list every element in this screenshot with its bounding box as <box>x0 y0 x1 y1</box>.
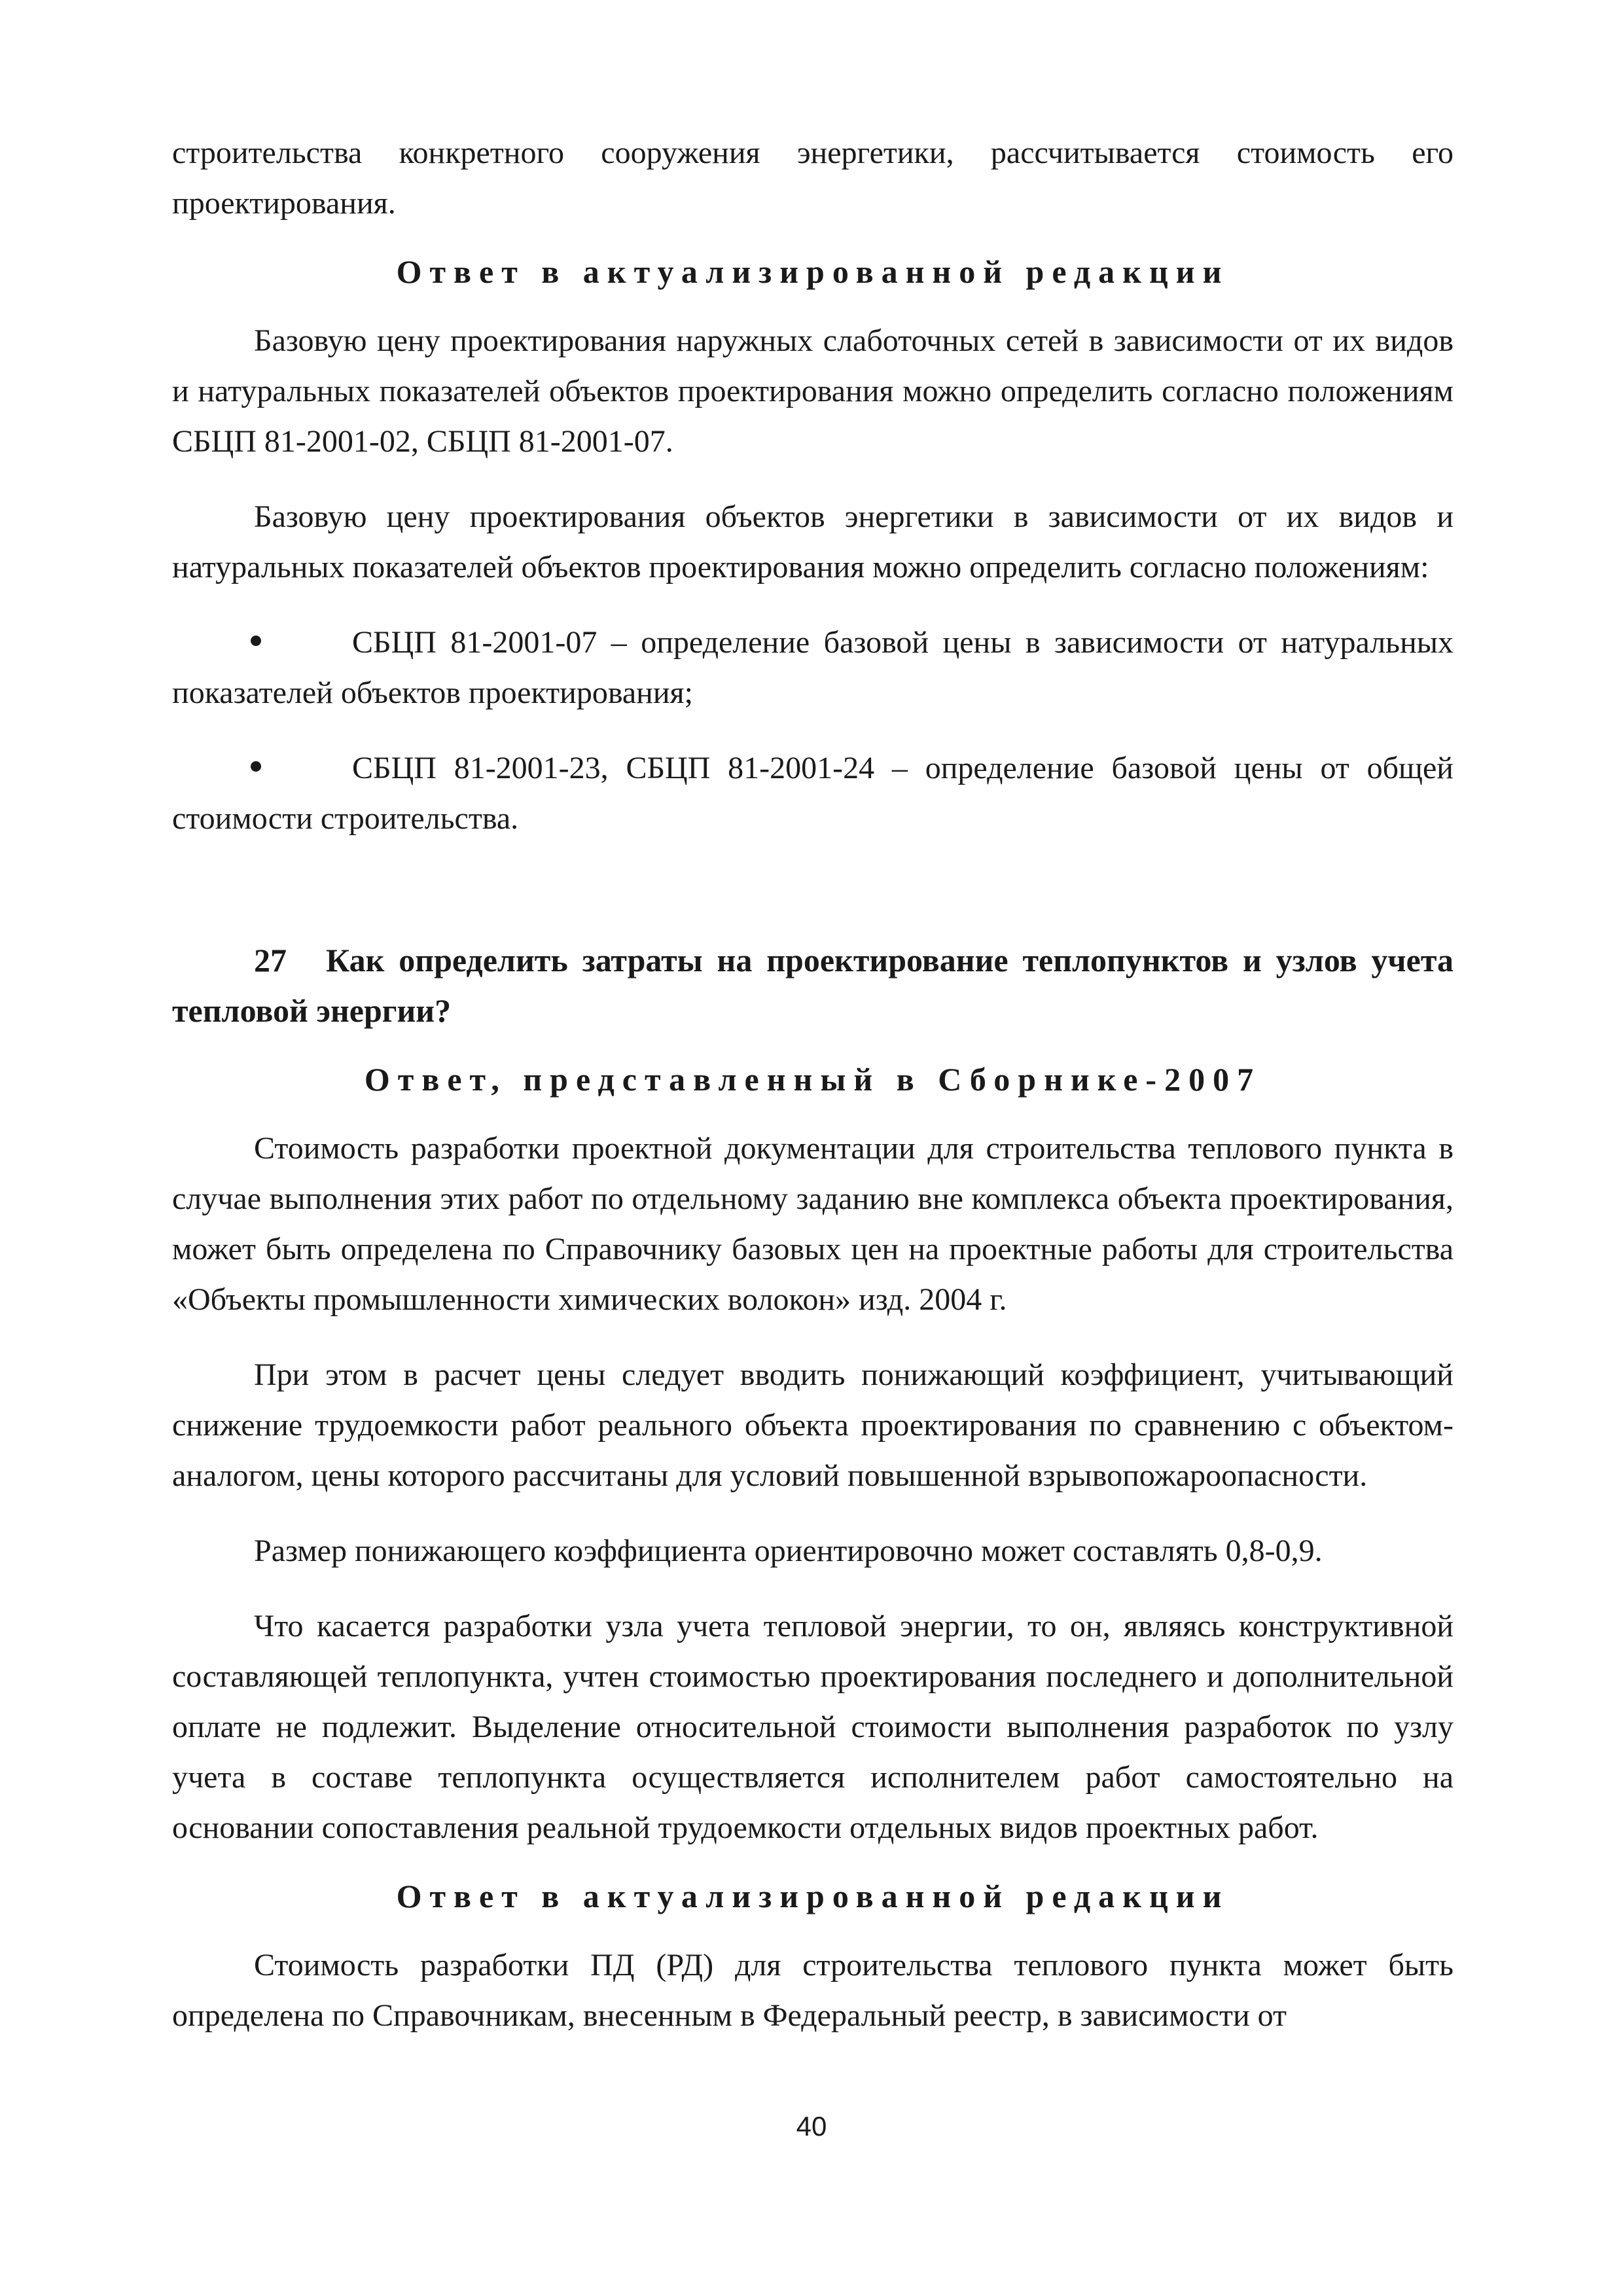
heat-point-cost-paragraph: Стоимость разработки проектной документации для строительства теплового пункта в случае выполнения этих работ по отдельному заданию вне комплекса объекта проектирования, может быть определена по Справочнику базовых цен на проектные работы для строительства «Объекты промышленности химических волокон» изд. 2004 г. <box>172 1131 1454 1317</box>
coefficient-size-paragraph: Размер понижающего коэффициента ориентировочно может составлять 0,8-0,9. <box>254 1534 1323 1568</box>
reduction-coefficient-paragraph: При этом в расчет цены следует вводить понижающий коэффициент, учитывающий снижение трудоемкости работ реального объекта проектирования по сравнению с объектом-аналогом, цены которого рассчитаны для условий повышенной взрывопожароопасности. <box>172 1357 1454 1493</box>
bullet-icon <box>251 761 261 772</box>
metering-unit-paragraph: Что касается разработки узла учета тепловой энергии, то он, являясь конструктивной составляющей теплопункта, учтен стоимостью проектирования последнего и дополнительной оплате не подлежит. Выделение относительной стоимости выполнения разработок по узлу учета в составе теплопункта осуществляется исполнителем работ самостоятельно на основании сопоставления реальной трудоемкости отдельных видов проектных работ. <box>172 1609 1454 1845</box>
question-number: 27 <box>254 942 287 978</box>
document-page <box>172 128 1454 2041</box>
question-27 <box>172 935 1454 1036</box>
bullet-item <box>172 617 1454 718</box>
bullet-text: СБЦП 81-2001-23, СБЦП 81-2001-24 – определение базовой цены от общей стоимости строительства. <box>172 751 1454 836</box>
question-text: Как определить затраты на проектирование теплопунктов и узлов учета тепловой энергии? <box>172 942 1454 1029</box>
continuation-paragraph: строительства конкретного сооружения энергетики, рассчитывается стоимость его проектирования. <box>172 135 1454 221</box>
bullet-item <box>172 743 1454 844</box>
energy-objects-paragraph: Базовую цену проектирования объектов энергетики в зависимости от их видов и натуральных показателей объектов проектирования можно определить согласно положениям: <box>172 499 1454 584</box>
updated-answer-heading-2: Ответ в актуализированной редакции <box>396 1878 1230 1914</box>
page-number: 40 <box>796 2111 827 2142</box>
bullet-text: СБЦП 81-2001-07 – определение базовой цены в зависимости от натуральных показателей объектов проектирования; <box>172 625 1454 710</box>
collection-2007-answer-heading: Ответ, представленный в Сборнике-2007 <box>364 1061 1262 1098</box>
low-current-networks-paragraph: Базовую цену проектирования наружных слаботочных сетей в зависимости от их видов и натуральных показателей объектов проектирования можно определить согласно положениям СБЦП 81-2001-02, СБЦП 81-2001-07. <box>172 323 1454 459</box>
updated-answer-heading-1: Ответ в актуализированной редакции <box>396 253 1230 290</box>
updated-heat-point-paragraph: Стоимость разработки ПД (РД) для строительства теплового пункта может быть определена по Справочникам, внесенным в Федеральный реестр, в зависимости от <box>172 1948 1454 2033</box>
bullet-icon <box>251 636 261 646</box>
